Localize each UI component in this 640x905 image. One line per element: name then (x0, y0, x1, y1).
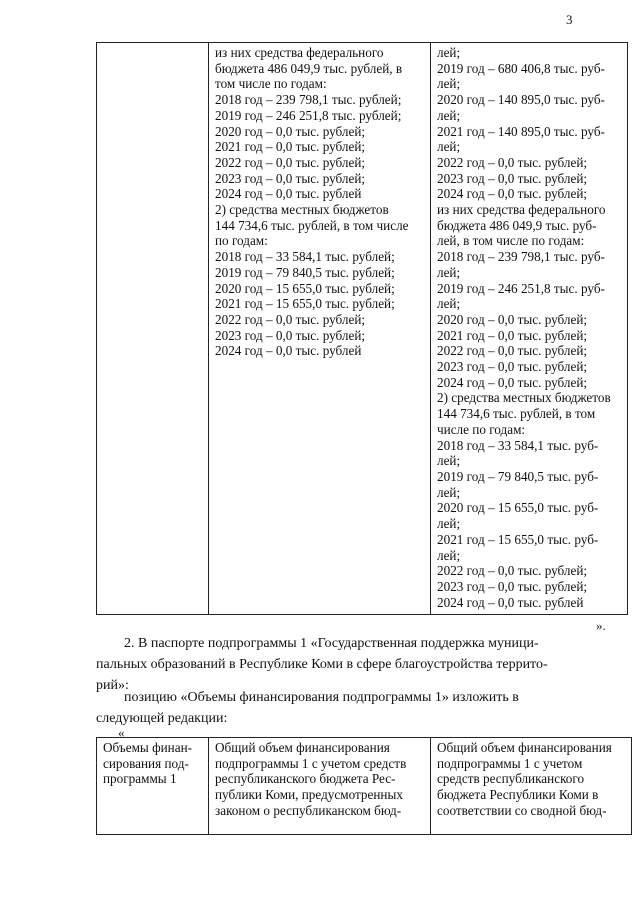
text-line: лей; (437, 516, 461, 532)
text-line: 2019 год – 79 840,5 тыс. руб- (437, 468, 599, 484)
text-line: 2024 год – 0,0 тыс. рублей (215, 186, 362, 202)
text-line: 2) средства местных бюджетов (437, 390, 611, 406)
text-line: 2020 год – 15 655,0 тыс. рублей; (215, 280, 395, 296)
text-line: том числе по годам: (215, 76, 327, 92)
text-line: 2020 год – 140 895,0 тыс. руб- (437, 92, 605, 108)
text-line: лей; (437, 45, 461, 60)
text-line: числе по годам: (437, 421, 526, 437)
text-line: лей, в том числе по годам: (437, 233, 585, 249)
text-line: 2018 год – 239 798,1 тыс. руб- (437, 249, 605, 265)
text-line: 2018 год – 33 584,1 тыс. руб- (437, 437, 599, 453)
text-line: подпрограммы 1 с учетом (437, 755, 583, 771)
table1-col3-text (431, 43, 629, 610)
text-line: 2024 год – 0,0 тыс. рублей (437, 594, 584, 610)
text-line: программы 1 (103, 771, 177, 787)
text-line: бюджета Республики Коми в (437, 787, 599, 803)
text-line: публики Коми, предусмотренных (215, 787, 403, 803)
text-line: 2023 год – 0,0 тыс. рублей; (437, 170, 588, 186)
table1-col3-cell (431, 43, 629, 614)
text-line: лей; (437, 264, 461, 280)
text-line: лей; (437, 484, 461, 500)
table2-col3-text (431, 738, 633, 819)
text-line: лей; (437, 296, 461, 312)
closing-quote: ». (596, 618, 606, 633)
text-line: 2024 год – 0,0 тыс. рублей; (437, 186, 588, 202)
text-line: 2019 год – 246 251,8 тыс. рублей; (215, 107, 402, 123)
opening-quote: « (118, 725, 125, 740)
text-line: соответствии со сводной бюд- (437, 802, 607, 818)
page-number: 3 (566, 12, 573, 27)
text-line: 2020 год – 0,0 тыс. рублей; (437, 311, 588, 327)
financing-table-continued (96, 42, 628, 615)
text-line: 2021 год – 15 655,0 тыс. руб- (437, 531, 599, 547)
table2-col2-cell (209, 738, 431, 834)
text-line: лей; (437, 547, 461, 563)
text-line: 2) средства местных бюджетов (215, 202, 389, 218)
text-line: Общий объем финансирования (437, 740, 612, 755)
text-line: 2019 год – 246 251,8 тыс. руб- (437, 280, 605, 296)
text-line: 2022 год – 0,0 тыс. рублей; (437, 563, 588, 579)
table1-col2-text (209, 43, 430, 359)
text-line: подпрограммы 1 с учетом средств (215, 755, 407, 771)
text-line: 2022 год – 0,0 тыс. рублей; (437, 154, 588, 170)
table1-col2-cell (209, 43, 431, 614)
text-line: по годам: (215, 233, 268, 249)
text-line: лей; (437, 453, 461, 469)
table2-col2-text (209, 738, 430, 819)
table2-col1-text (97, 738, 208, 787)
text-line: сирования под- (103, 755, 189, 771)
text-line: из них средства федерального (215, 45, 384, 60)
text-line: 144 734,6 тыс. рублей, в том числе (215, 217, 409, 233)
text-line: лей; (437, 107, 461, 123)
financing-table-new (96, 737, 632, 835)
text-line: позицию «Объемы финансирования подпрограммы 1» изложить в (124, 690, 519, 705)
text-line: 2019 год – 79 840,5 тыс. рублей; (215, 264, 395, 280)
text-line: 2021 год – 0,0 тыс. рублей; (437, 327, 588, 343)
table1-col1-cell (97, 43, 209, 614)
text-line: 2020 год – 0,0 тыс. рублей; (215, 123, 366, 139)
text-line: 144 734,6 тыс. рублей, в том (437, 406, 596, 422)
paragraph-2 (96, 687, 631, 729)
text-line: бюджета 486 049,9 тыс. руб- (437, 217, 597, 233)
text-line: 2023 год – 0,0 тыс. рублей; (437, 578, 588, 594)
text-line: законом о республиканском бюд- (215, 802, 402, 818)
text-line: 2022 год – 0,0 тыс. рублей; (215, 311, 366, 327)
text-line: лей; (437, 139, 461, 155)
text-line: 2023 год – 0,0 тыс. рублей; (437, 359, 588, 375)
text-line: 2023 год – 0,0 тыс. рублей; (215, 170, 366, 186)
text-line: 2018 год – 239 798,1 тыс. рублей; (215, 92, 402, 108)
text-line: 2018 год – 33 584,1 тыс. рублей; (215, 249, 395, 265)
text-line: следующей редакции: (96, 711, 228, 726)
text-line: 2024 год – 0,0 тыс. рублей; (437, 374, 588, 390)
text-line: рий»: (96, 678, 129, 693)
text-line: 2021 год – 140 895,0 тыс. руб- (437, 123, 605, 139)
text-line: 2023 год – 0,0 тыс. рублей; (215, 327, 366, 343)
text-line: 2020 год – 15 655,0 тыс. руб- (437, 500, 599, 516)
text-line: Общий объем финансирования (215, 740, 390, 755)
text-line: бюджета 486 049,9 тыс. рублей, в (215, 60, 403, 76)
text-line: 2019 год – 680 406,8 тыс. руб- (437, 60, 605, 76)
text-line: лей; (437, 76, 461, 92)
text-line: республиканского бюджета Рес- (215, 771, 396, 787)
text-line: 2022 год – 0,0 тыс. рублей; (215, 154, 366, 170)
text-line: 2021 год – 15 655,0 тыс. рублей; (215, 296, 395, 312)
text-line: 2024 год – 0,0 тыс. рублей (215, 343, 362, 359)
table2-col3-cell (431, 738, 633, 834)
text-line: Объемы финан- (103, 740, 193, 755)
table2-col1-cell (97, 738, 209, 834)
text-line: 2. В паспорте подпрограммы 1 «Государственная поддержка муници- (124, 636, 539, 651)
text-line: пальных образований в Республике Коми в сфере благоустройства террито- (96, 657, 548, 672)
text-line: из них средства федерального (437, 202, 606, 218)
text-line: 2022 год – 0,0 тыс. рублей; (437, 343, 588, 359)
text-line: 2021 год – 0,0 тыс. рублей; (215, 139, 366, 155)
text-line: средств республиканского (437, 771, 585, 787)
